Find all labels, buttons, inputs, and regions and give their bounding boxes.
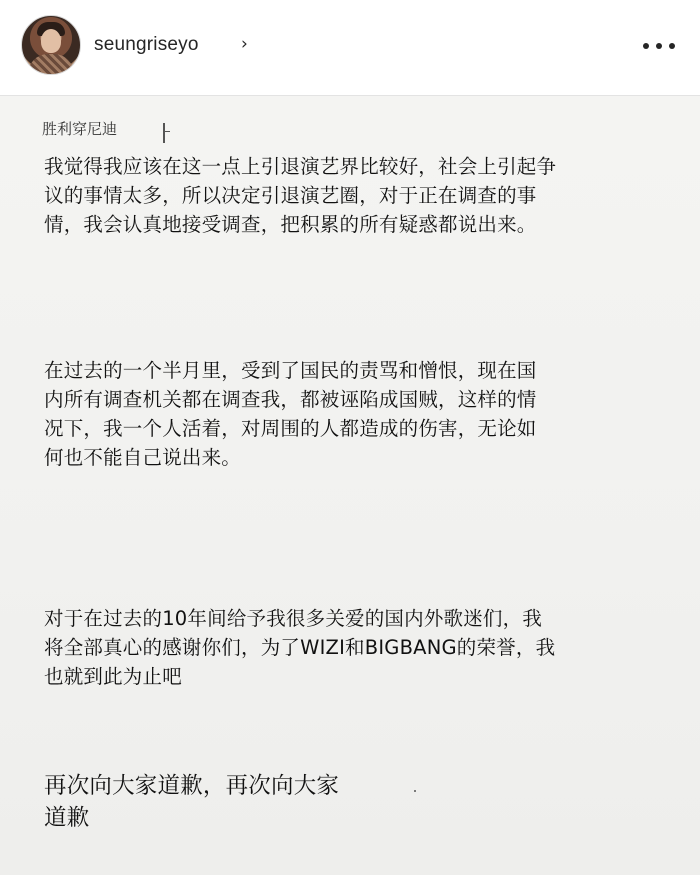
paragraph-line: 内所有调查机关都在调查我，都被诬陷成国贼，这样的情 (44, 388, 537, 411)
paragraph-line: 也就到此为止吧 (44, 665, 182, 688)
more-dot-1 (643, 43, 649, 49)
paragraph-line: 道歉 (44, 805, 90, 831)
post-header (0, 0, 700, 96)
paragraph-line: 再次向大家道歉，再次向大家 (44, 773, 340, 799)
paragraph-line: 将全部真心的感谢你们，为了WIZI和BIGBANG的荣誉，我 (44, 636, 556, 659)
paragraph-1 (44, 152, 664, 239)
more-dot-3 (669, 43, 675, 49)
paragraph-3 (44, 604, 664, 691)
source-label: 胜利穿尼迪 (42, 120, 118, 138)
more-options-icon[interactable] (643, 39, 675, 53)
paragraph-2 (44, 356, 664, 472)
paragraph-line: 在过去的一个半月里，受到了国民的责骂和憎恨，现在国 (44, 359, 537, 382)
text-cursor-icon (163, 123, 165, 143)
paragraph-line: 我觉得我应该在这一点上引退演艺界比较好，社会上引起争 (44, 155, 557, 178)
paragraph-4 (44, 770, 664, 834)
paragraph-line: 情，我会认真地接受调查，把积累的所有疑惑都说出来。 (44, 213, 537, 236)
paragraph-line: 况下，我一个人活着，对周围的人都造成的伤害，无论如 (44, 417, 537, 440)
username-arrow-icon: › (241, 34, 248, 54)
avatar-face (41, 29, 61, 53)
paragraph-line: 何也不能自己说出来。 (44, 446, 242, 469)
username-link[interactable]: seungriseyo (94, 34, 199, 55)
paragraph-line: 议的事情太多，所以决定引退演艺圈，对于正在调查的事 (44, 184, 537, 207)
more-dot-2 (656, 43, 662, 49)
paragraph-line: 对于在过去的10年间给予我很多关爱的国内外歌迷们，我 (44, 607, 543, 630)
profile-avatar[interactable] (21, 15, 81, 75)
stray-dot (414, 790, 416, 792)
avatar-coat (28, 54, 74, 75)
